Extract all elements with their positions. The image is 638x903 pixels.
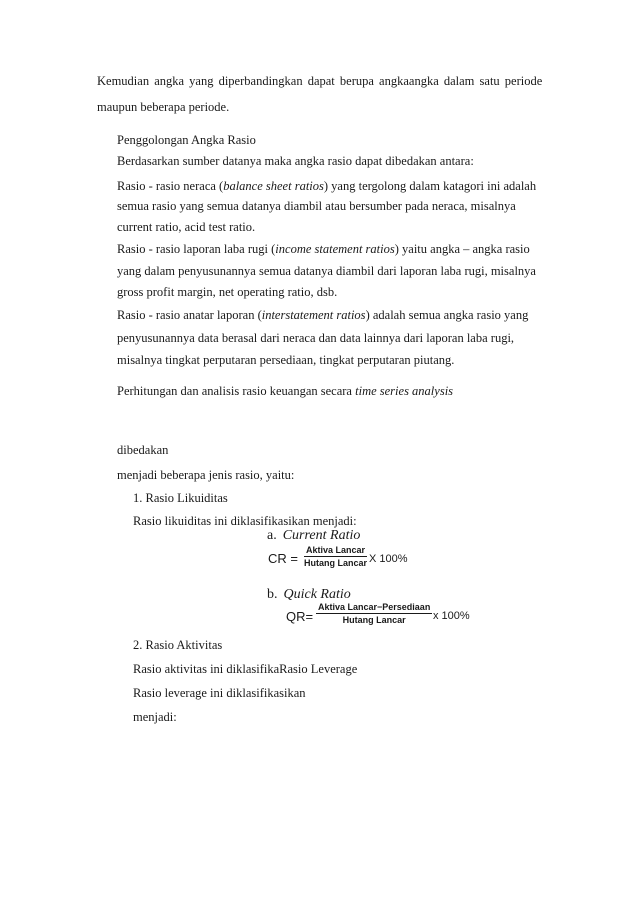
intro-line-2: maupun beberapa periode.: [97, 100, 230, 114]
time-series-italic: time series analysis: [355, 384, 454, 398]
classification-heading: Penggolongan Angka Rasio: [117, 133, 256, 147]
income-prefix: Rasio - rasio laporan laba rugi (: [117, 242, 276, 256]
current-ratio-multiplier: X 100%: [369, 553, 408, 565]
quick-ratio-fraction: [316, 602, 432, 625]
balance-sheet-line-3: current ratio, acid test ratio.: [117, 220, 256, 234]
quick-ratio-title-text: Quick Ratio: [283, 587, 351, 602]
interstatement-prefix: Rasio - rasio anatar laporan (: [117, 308, 262, 322]
interstatement-line-2: penyusunannya data berasal dari neraca dan data lainnya dari laporan laba rugi,: [117, 331, 515, 345]
interstatement-line-1: [117, 307, 528, 323]
quick-ratio-title: [267, 587, 351, 603]
activity-description: Rasio aktivitas ini diklasifikaRasio Leverage: [133, 662, 358, 676]
balance-suffix: ) yang tergolong dalam katagori ini adalah: [323, 179, 537, 193]
leverage-line-2: menjadi:: [133, 710, 177, 724]
interstatement-suffix: ) adalah semua angka rasio yang: [365, 308, 529, 322]
intro-line-1: Kemudian angka yang diperbandingkan dapat berupa angkaangka dalam satu periode: [97, 74, 543, 88]
balance-sheet-line-1: [117, 178, 536, 194]
interstatement-line-3: misalnya tingkat perputaran persediaan, tingkat perputaran piutang.: [117, 353, 455, 367]
liquidity-description: Rasio likuiditas ini diklasifikasikan menjadi:: [133, 514, 357, 528]
interstatement-italic: interstatement ratios: [261, 308, 366, 322]
classification-basis: Berdasarkan sumber datanya maka angka rasio dapat dibedakan antara:: [117, 154, 474, 168]
quick-ratio-numerator: Aktiva Lancar−Persediaan: [318, 602, 431, 612]
current-ratio-title: [267, 528, 360, 544]
balance-italic: balance sheet ratios: [223, 179, 324, 193]
types-line-2: menjadi beberapa jenis rasio, yaitu:: [117, 468, 295, 482]
income-italic: income statement ratios: [275, 242, 395, 256]
types-line-1: dibedakan: [117, 443, 169, 457]
current-ratio-lhs: CR =: [268, 551, 298, 566]
liquidity-title: 1. Rasio Likuiditas: [133, 491, 228, 505]
current-ratio-title-text: Current Ratio: [282, 528, 361, 543]
leverage-line-1: Rasio leverage ini diklasifikasikan: [133, 686, 306, 700]
time-series-prefix: Perhitungan dan analisis rasio keuangan secara: [117, 384, 356, 398]
balance-sheet-line-2: semua rasio yang semua datanya diambil atau bersumber pada neraca, misalnya: [117, 199, 516, 213]
income-suffix: ) yaitu angka – angka rasio: [394, 242, 530, 256]
income-statement-line-3: gross profit margin, net operating ratio, dsb.: [117, 285, 338, 299]
quick-ratio-letter: b.: [267, 587, 278, 602]
income-statement-line-1: [117, 241, 530, 257]
quick-ratio-lhs: QR=: [286, 609, 314, 624]
balance-prefix: Rasio - rasio neraca (: [117, 179, 224, 193]
current-ratio-numerator: Aktiva Lancar: [305, 545, 366, 555]
time-series-line: [117, 383, 453, 399]
current-ratio-fraction: [302, 545, 369, 568]
quick-ratio-denominator: Hutang Lancar: [342, 615, 406, 625]
current-ratio-letter: a.: [267, 528, 277, 543]
quick-ratio-multiplier: x 100%: [433, 610, 470, 622]
activity-title: 2. Rasio Aktivitas: [133, 638, 223, 652]
income-statement-line-2: yang dalam penyusunannya semua datanya diambil dari laporan laba rugi, misalnya: [117, 264, 536, 278]
current-ratio-denominator: Hutang Lancar: [304, 558, 368, 568]
